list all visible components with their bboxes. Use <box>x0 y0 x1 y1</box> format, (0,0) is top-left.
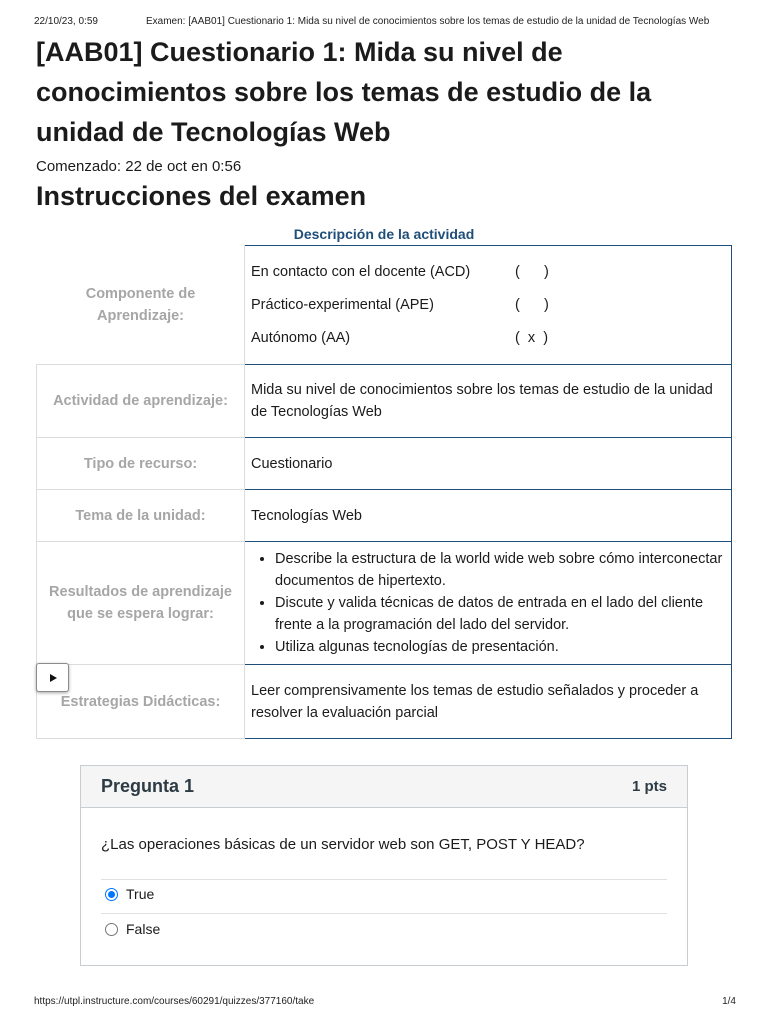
play-icon <box>47 672 59 684</box>
print-header <box>34 16 738 30</box>
topic-value: Tecnologías Web <box>245 490 732 542</box>
question-points: 1 pts <box>631 778 667 795</box>
answer-divider <box>101 913 667 914</box>
resource-label: Tipo de recurso: <box>37 438 245 490</box>
row-strategies <box>37 665 732 739</box>
result-item: • Discute y valida técnicas de datos de entrada en el lado del cliente frente a la programación del lado del servidor. <box>275 592 725 636</box>
strategies-label: Estrategias Didácticas: <box>37 665 245 739</box>
results-list <box>251 548 725 658</box>
component-mark: ( x ) <box>515 330 549 346</box>
question-header <box>81 766 687 808</box>
started-label: Comenzado: <box>36 158 122 175</box>
result-item: • Utiliza algunas tecnologías de presentación. <box>275 636 725 658</box>
print-document-title: Examen: [AAB01] Cuestionario 1: Mida su nivel de conocimientos sobre los temas de estudio de la unidad de Tecnologías Web <box>146 16 710 27</box>
started-value: 22 de oct en 0:56 <box>125 158 242 175</box>
component-item <box>251 322 725 355</box>
results-value <box>245 542 732 665</box>
component-name: Autónomo (AA) <box>251 330 351 346</box>
row-results <box>37 542 732 665</box>
activity-table <box>36 245 732 739</box>
component-item <box>251 289 725 322</box>
play-button[interactable] <box>36 663 69 692</box>
answer-label: False <box>126 921 161 937</box>
component-item <box>251 256 725 289</box>
topic-label: Tema de la unidad: <box>37 490 245 542</box>
row-topic <box>37 490 732 542</box>
question-card <box>80 765 688 966</box>
activity-label: Actividad de aprendizaje: <box>37 365 245 438</box>
component-mark: ( ) <box>515 264 549 280</box>
radio-button[interactable] <box>105 888 118 901</box>
component-name: Práctico-experimental (APE) <box>251 297 434 313</box>
component-name: En contacto con el docente (ACD) <box>251 264 471 280</box>
print-url: https://utpl.instructure.com/courses/60291/quizzes/377160/take <box>34 996 315 1007</box>
activity-description-header: Descripción de la actividad <box>293 226 475 242</box>
instructions-title: Instrucciones del examen <box>36 181 367 211</box>
row-resource <box>37 438 732 490</box>
component-label: Componente de Aprendizaje: <box>37 246 245 365</box>
answer-option-true[interactable] <box>105 886 154 902</box>
component-mark: ( ) <box>515 297 549 313</box>
resource-value: Cuestionario <box>245 438 732 490</box>
print-page-number: 1/4 <box>722 996 736 1007</box>
row-activity <box>37 365 732 438</box>
radio-button[interactable] <box>105 923 118 936</box>
results-label: Resultados de aprendizaje que se espera lograr: <box>37 542 245 665</box>
answer-label: True <box>126 886 155 902</box>
component-values <box>245 246 732 365</box>
strategies-value: Leer comprensivamente los temas de estudio señalados y proceder a resolver la evaluación parcial <box>245 665 732 739</box>
started-info <box>36 158 241 175</box>
row-component <box>37 246 732 365</box>
answer-divider <box>101 879 667 880</box>
activity-value: Mida su nivel de conocimientos sobre los temas de estudio de la unidad de Tecnologías Web <box>245 365 732 438</box>
answer-option-false[interactable] <box>105 921 160 937</box>
question-title: Pregunta 1 <box>101 776 195 796</box>
question-text: ¿Las operaciones básicas de un servidor web son GET, POST Y HEAD? <box>101 836 585 853</box>
print-date: 22/10/23, 0:59 <box>34 16 98 27</box>
page-title: [AAB01] Cuestionario 1: Mida su nivel de conocimientos sobre los temas de estudio de la unidad de Tecnologías Web <box>36 37 652 147</box>
result-item: • Describe la estructura de la world wide web sobre cómo interconectar documentos de hipertexto. <box>275 548 725 592</box>
